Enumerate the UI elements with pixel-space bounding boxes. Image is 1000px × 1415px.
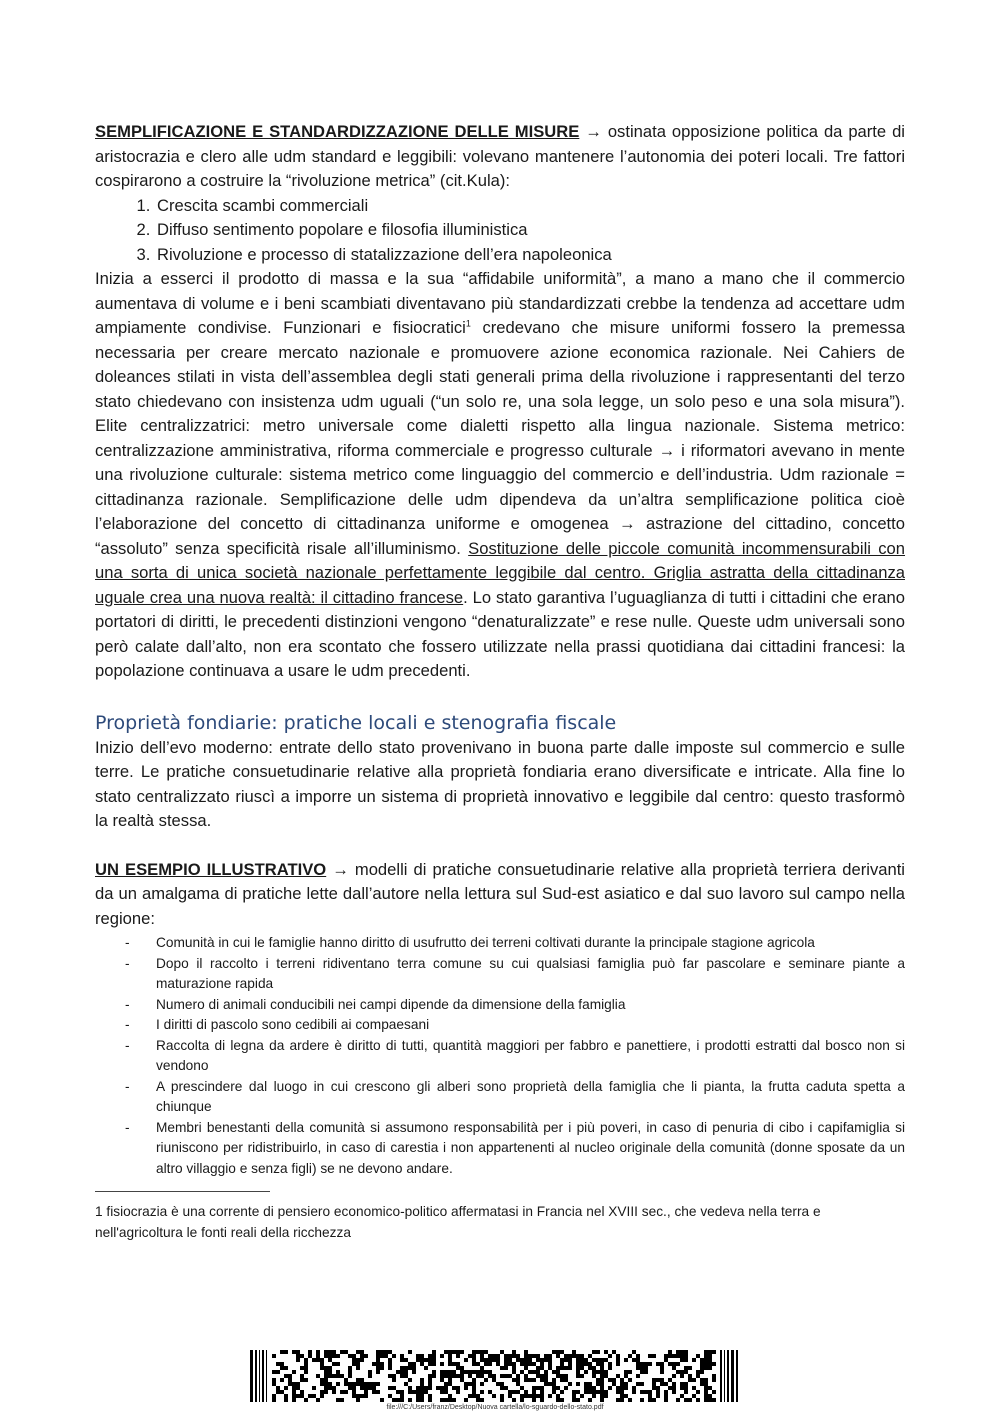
arrow-icon: → (619, 514, 636, 533)
list-item-text: A prescindere dal luogo in cui crescono gli alberi sono proprietà della famiglia che li pianta, la frutta caduta spetta a chiunque (156, 1078, 905, 1114)
list-item (95, 995, 905, 1016)
arrow-icon: → (332, 859, 349, 879)
body-text-c: i riformatori avevano in mente una rivoluzione culturale: sistema metrico come linguaggio del commercio e dell’industria. Udm razionale = cittadinanza razionale. Semplificazione delle udm dipendeva da un’altra semplificazione politica cioè l’elaborazione del concetto di cittadinanza uniforme e omogenea (95, 440, 905, 533)
arrow-icon: → (585, 122, 602, 141)
arrow-icon: → (658, 440, 676, 460)
list-item (95, 1015, 905, 1036)
list-item: 3. Rivoluzione e processo di statalizzazione dell’era napoleonica (155, 243, 905, 268)
spacer (95, 834, 905, 858)
footnote-divider (95, 1191, 270, 1192)
body-text-e: . Lo stato garantiva l’uguaglianza di tutti i cittadini che erano portatori di diritti, le precedenti distinzioni vengono “denaturalizzate” e rese nulle. Queste udm universali sono però calate dall’alto, non era scontato che fossero utilizzate nella prassi quotidiana dai cittadini francesi: la popolazione continuava a usare le udm precedenti. (95, 587, 905, 680)
section-example-intro: modelli di pratiche consuetudinarie relative alla proprietà terriera derivanti da un amalgama di pratiche lette dall’autore nella lettura sul Sud-est asiatico e dal suo lavoro sul campo nella regione: (95, 859, 905, 928)
factors-list (95, 194, 905, 268)
section-measures-body (95, 267, 905, 684)
dash-bullet: - (125, 996, 130, 1012)
list-item-text: I diritti di pascolo sono cedibili ai compaesani (156, 1017, 430, 1032)
list-item-text: Raccolta di legna da ardere è diritto di tutti, quantità maggiori per fabbro e panettiere, i prodotti estratti dal bosco non si vendono (156, 1037, 905, 1073)
list-item (95, 1036, 905, 1077)
section-measures-heading: SEMPLIFICAZIONE E STANDARDIZZAZIONE DELLE MISURE (95, 122, 580, 141)
body-text-d: astrazione del cittadino, concetto “assoluto” senza specificità risale all’illuminismo. (95, 514, 906, 558)
list-item (95, 1077, 905, 1118)
section-example-paragraph (95, 858, 905, 932)
footnote-text: 1 fisiocrazia è una corrente di pensiero economico-politico affermatasi in Francia nel XVIII sec., che vedeva nella terra e nell'agricoltura le fonti reali della ricchezza (95, 1204, 821, 1240)
dash-bullet: - (125, 1078, 130, 1094)
section-example-heading: UN ESEMPIO ILLUSTRATIVO (95, 859, 327, 879)
list-item-text: Membri benestanti della comunità si assumono responsabilità per i più poveri, in caso di penuria di cibo i capifamiglia si riuniscono per ridistribuirlo, in caso di carestia i non appartenenti al nucleo originale della comunità (donne sposate da un altro villaggio e senza figli) se ne devono andare. (156, 1119, 905, 1176)
section-measures-paragraph (95, 120, 905, 194)
dash-bullet: - (125, 955, 130, 971)
footnote-reference: 1 (465, 318, 471, 329)
list-item: 2. Diffuso sentimento popolare e filosofia illuministica (155, 218, 905, 243)
list-item (95, 954, 905, 995)
barcode-image (250, 1350, 740, 1402)
list-item (95, 933, 905, 954)
underlined-text: Sostituzione delle piccole comunità incommensurabili con una sorta di unica società nazionale perfettamente leggibile dal centro. Griglia astratta della cittadinanza uguale crea una nuova realtà: il cittadino francese (95, 538, 906, 607)
dash-bullet: - (125, 1017, 130, 1032)
section-land-body: Inizio dell’evo moderno: entrate dello stato provenivano in buona parte dalle imposte sul commercio e sulle terre. Le pratiche consuetudinarie relative alla proprietà fondiaria erano diversificate e intricate. Alla fine lo stato centralizzato riuscì a imporre un sistema di proprietà innovativo e leggibile dal centro: questo trasformò la realtà stessa. (95, 737, 905, 830)
dash-bullet: - (125, 1037, 130, 1053)
document-page (95, 120, 905, 1243)
list-item-text: Dopo il raccolto i terreni ridiventano terra comune su cui qualsiasi famiglia può far pascolare e seminare piante a maturazione rapida (156, 955, 905, 991)
dash-bullet: - (125, 1119, 130, 1135)
list-item (95, 1118, 905, 1180)
list-item-text: Numero di animali conducibili nei campi dipende da dimensione della famiglia (156, 996, 626, 1012)
list-item: 1. Crescita scambi commerciali (155, 194, 905, 219)
list-item-text: Comunità in cui le famiglie hanno diritto di usufrutto dei terreni coltivati durante la principale stagione agricola (156, 935, 815, 950)
dash-bullet: - (125, 935, 130, 950)
practices-list (95, 933, 905, 1179)
section-land-title: Proprietà fondiarie: pratiche locali e stenografia fiscale (95, 711, 617, 734)
body-text-a: Inizia a esserci il prodotto di massa e la sua “affidabile uniformità”, a mano a mano che il commercio aumentava di volume e i beni scambiati diventavano più standardizzati crebbe la tendenza ad accettare udm ampiamente condivise. Funzionari e fisiocratici (95, 269, 905, 337)
body-text-b: credevano che misure uniformi fossero la premessa necessaria per creare mercato nazionale e promuovere azione economica razionale. Nei Cahiers de doleances stilati in vista dell’assemblea degli stati generali prima della rivoluzione i rappresentanti del terzo stato chiedevano con insistenza udm uguali (“un solo re, una sola legge, un solo peso e una sola misura”). Elite centralizzatrici: metro universale come dialetti rispetto alla lingua nazionale. Sistema metrico: centralizzazione amministrativa, riforma commerciale e progresso culturale (95, 318, 906, 460)
section-measures-intro: ostinata opposizione politica da parte di aristocrazia e clero alle udm standard e leggibili: volevano mantenere l’autonomia dei poteri locali. Tre fattori cospirarono a costruire la “rivoluzione metrica” (cit.Kula): (95, 122, 905, 190)
file-path-footer: file:///C:/Users/franz/Desktop/Nuova cartella/lo-sguardo-dello-stato.pdf (386, 1404, 604, 1411)
